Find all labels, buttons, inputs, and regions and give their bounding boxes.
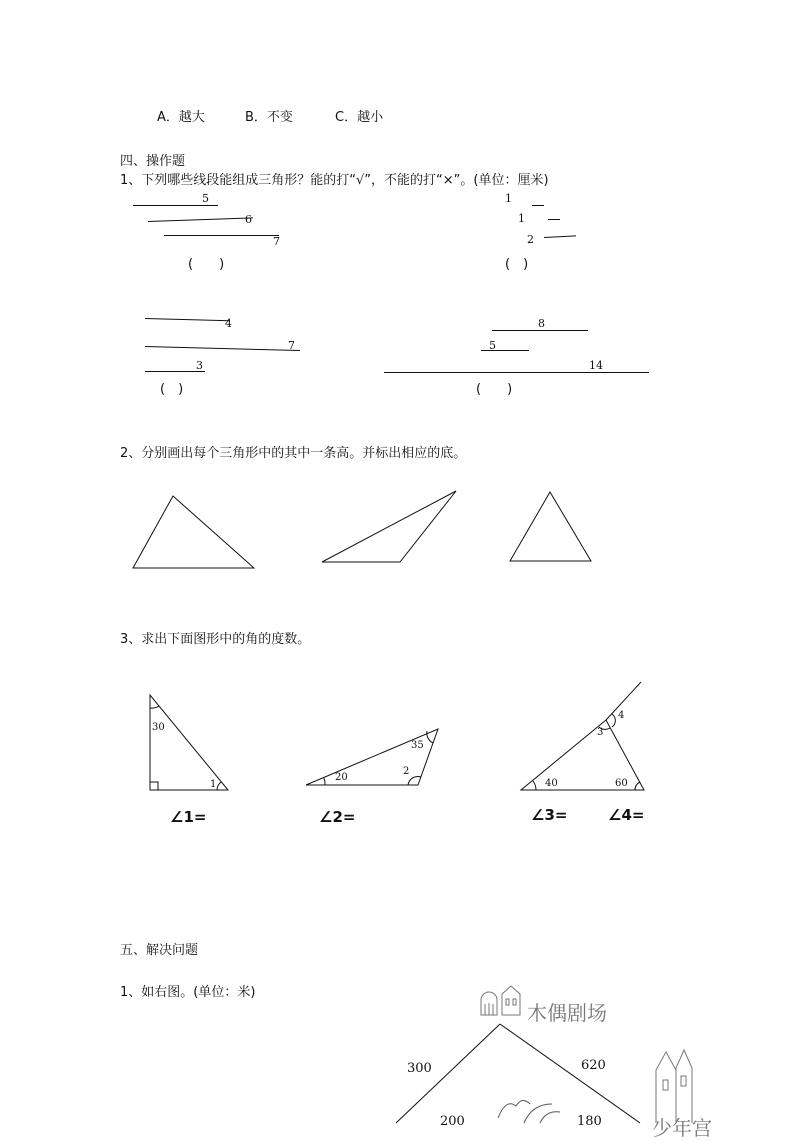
angle-value: 35 [411,740,424,751]
triangle-right [150,695,228,790]
angle-label: 2 [403,766,410,777]
question-prompt: 1、下列哪些线段能组成三角形？能的打“√”，不能的打“×”。(单位：厘米) [120,173,549,188]
answer-blank[interactable]: ( ) [505,257,529,272]
angle-label: 4 [618,710,625,721]
angle-value: 20 [335,772,348,783]
angle-arc [635,782,640,790]
question-prompt: 1、如右图。(单位：米) [120,985,256,1000]
segment-length: 1 [505,192,512,205]
distance-label: 180 [577,1114,602,1129]
angle-value: 60 [615,778,628,789]
answer-blank[interactable]: ∠2= [319,808,356,826]
angle-arc [324,778,325,785]
distance-label: 300 [407,1061,432,1076]
angle-arc [533,781,536,790]
question-prompt: 2、分别画出每个三角形中的其中一条高。并标出相应的底。 [120,446,467,461]
option-b: B．不变 [245,110,293,125]
segment-length: 5 [489,339,496,352]
theater-building-icon [481,986,520,1015]
segment-length: 2 [527,233,534,246]
angle-label: 3 [597,727,604,738]
answer-blank[interactable]: ( ) [188,257,225,272]
segment-length: 14 [589,359,603,372]
triangle-obtuse-left [133,496,254,568]
place-label: 木偶剧场 [527,1001,607,1025]
tree-sketch-icon [498,1100,560,1123]
segment-length: 7 [273,235,280,248]
segment-length: 6 [245,213,252,226]
angle-value: 40 [545,778,558,789]
segment-length: 5 [202,192,209,205]
section-title: 五、解决问题 [120,943,199,958]
triangle-equilateral [510,492,591,561]
segment-length: 8 [538,317,545,330]
section-title: 四、操作题 [120,154,186,169]
answer-blank[interactable]: ∠1= [170,808,207,826]
segment-length: 4 [225,317,232,330]
question-prompt: 3、求出下面图形中的角的度数。 [120,632,311,647]
answer-blank[interactable]: ∠4= [608,806,645,824]
answer-blank[interactable]: ( ) [160,382,184,397]
place-label: 少年宫 [652,1116,712,1140]
distance-label: 620 [581,1058,606,1073]
segment-length: 1 [518,212,525,225]
angle-value: 30 [152,722,165,733]
option-a: A．越大 [157,110,205,125]
segment-length: 7 [288,339,295,352]
right-angle-mark [150,782,158,790]
triangle-obtuse-right [322,491,456,562]
distance-label: 200 [440,1114,465,1129]
option-c: C．越小 [335,110,384,125]
path-right [500,1024,640,1123]
angle-label: 1 [210,779,217,790]
segment-length: 3 [196,359,203,372]
answer-blank[interactable]: ( ) [476,382,513,397]
angle-arc [150,706,159,708]
angle-arc [612,714,615,727]
answer-blank[interactable]: ∠3= [531,806,568,824]
angle-arc [217,782,221,790]
